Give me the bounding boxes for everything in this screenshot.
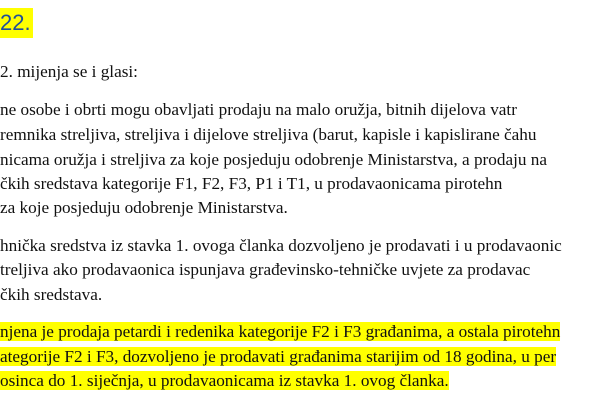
article-heading: 22. <box>0 8 33 38</box>
paragraph-line: hnička sredstva iz stavka 1. ovoga članka dozvoljeno je prodavati i u prodavaonic <box>0 236 562 255</box>
highlighted-text: ategorije F2 i F3, dozvoljeno je prodavati građanima starijim od 18 godina, u per <box>0 347 557 366</box>
intro-line: 2. mijenja se i glasi: <box>0 62 138 81</box>
paragraph-line: za koje posjeduju odobrenje Ministarstva. <box>0 198 288 217</box>
paragraph-line: čkih sredstava. <box>0 285 103 304</box>
highlighted-text: osinca do 1. siječnja, u prodavaonicama iz stavka 1. ovog članka. <box>0 371 449 390</box>
paragraph-line: nicama oružja i streljiva za koje posjeduju odobrenje Ministarstva, a prodaju na <box>0 150 547 169</box>
highlighted-text: njena je prodaja petardi i redenika kategorije F2 i F3 građanima, a ostala pirotehn <box>0 322 561 341</box>
paragraph-line: treljiva ako prodavaonica ispunjava građevinsko-tehničke uvjete za prodavac <box>0 260 531 279</box>
paragraph-line: ne osobe i obrti mogu obavljati prodaju na malo oružja, bitnih dijelova vatr <box>0 100 517 119</box>
paragraph-line: remnika streljiva, streljiva i dijelove streljiva (barut, kapisle i kapislirane čahu <box>0 125 537 144</box>
paragraph-line: čkih sredstava kategorije F1, F2, F3, P1 i T1, u prodavaonicama pirotehn <box>0 174 503 193</box>
